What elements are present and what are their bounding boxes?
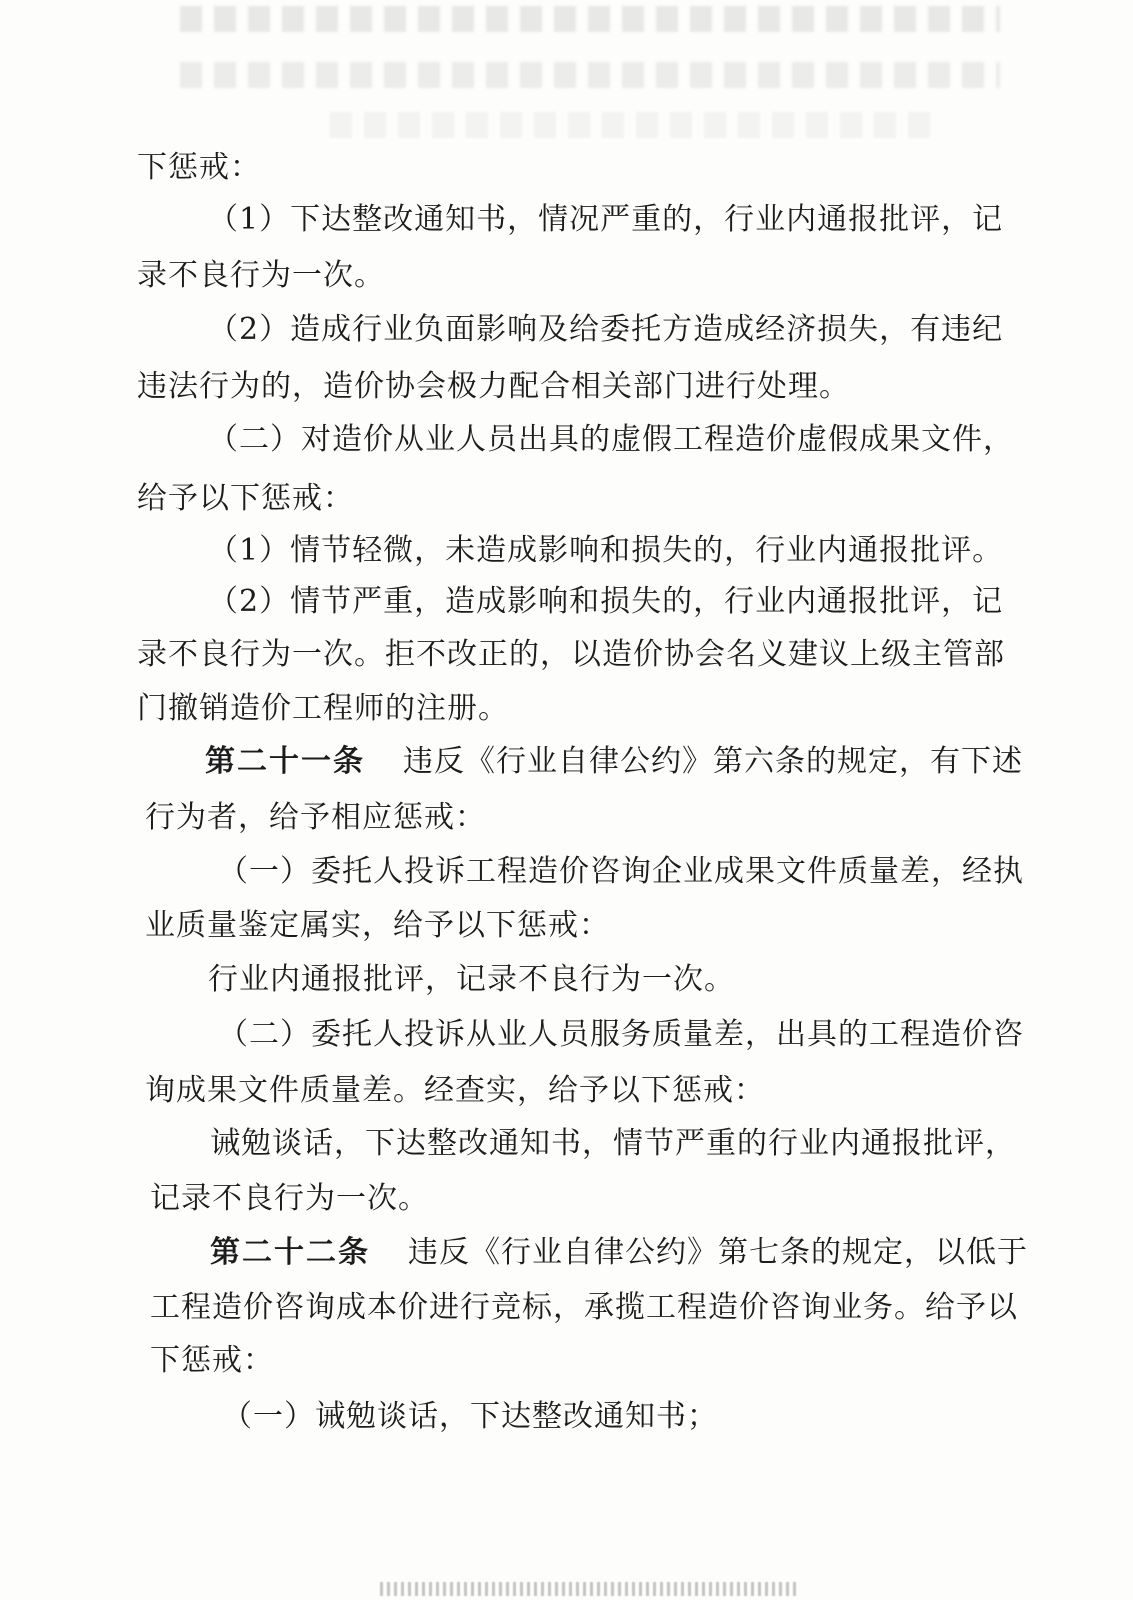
text-line: 行为者，给予相应惩戒： (145, 800, 486, 835)
text-line: 给予以下惩戒： (137, 481, 354, 516)
article-21-text: 违反《行业自律公约》第六条的规定，有下述 (403, 744, 1023, 779)
scan-noise (380, 1582, 800, 1596)
text-line: 录不良行为一次。拒不改正的，以造价协会名义建议上级主管部 (137, 637, 1005, 672)
text-line: 工程造价咨询成本价进行竞标，承揽工程造价咨询业务。给予以 (150, 1290, 1018, 1325)
text-line: （一）委托人投诉工程造价咨询企业成果文件质量差，经执 (218, 854, 1024, 889)
article-22-line (210, 1233, 1028, 1273)
article-21-heading: 第二十一条 (205, 744, 365, 779)
article-21-line (205, 742, 1023, 782)
text-line: 诫勉谈话，下达整改通知书，情节严重的行业内通报批评， (210, 1126, 1016, 1161)
article-22-heading: 第二十二条 (210, 1235, 370, 1270)
bleed-through-mark (180, 62, 1000, 88)
text-line: 业质量鉴定属实，给予以下惩戒： (145, 908, 610, 943)
text-line: 违法行为的，造价协会极力配合相关部门进行处理。 (137, 369, 850, 404)
text-line: （二）对造价从业人员出具的虚假工程造价虚假成果文件， (208, 422, 1014, 457)
text-line: （1）情节轻微，未造成影响和损失的，行业内通报批评。 (208, 533, 1004, 568)
bleed-through-mark (330, 112, 930, 138)
text-line: 门撤销造价工程师的注册。 (137, 691, 509, 726)
text-line: （二）委托人投诉从业人员服务质量差，出具的工程造价咨 (218, 1017, 1024, 1052)
text-line: 录不良行为一次。 (137, 258, 385, 293)
text-line: （2）造成行业负面影响及给委托方造成经济损失，有违纪 (208, 312, 1004, 347)
text-line: （1）下达整改通知书，情况严重的，行业内通报批评，记 (208, 202, 1004, 237)
text-line: 行业内通报批评，记录不良行为一次。 (208, 962, 735, 997)
text-line: 记录不良行为一次。 (150, 1181, 429, 1216)
text-line: （一）诫勉谈话，下达整改通知书； (222, 1399, 718, 1434)
text-line: 下惩戒： (137, 150, 261, 185)
text-line: （2）情节严重，造成影响和损失的，行业内通报批评，记 (208, 584, 1004, 619)
text-line: 询成果文件质量差。经查实，给予以下惩戒： (145, 1073, 765, 1108)
bleed-through-mark (180, 6, 1000, 32)
text-line: 下惩戒： (150, 1343, 274, 1378)
article-22-text: 违反《行业自律公约》第七条的规定，以低于 (408, 1235, 1028, 1270)
